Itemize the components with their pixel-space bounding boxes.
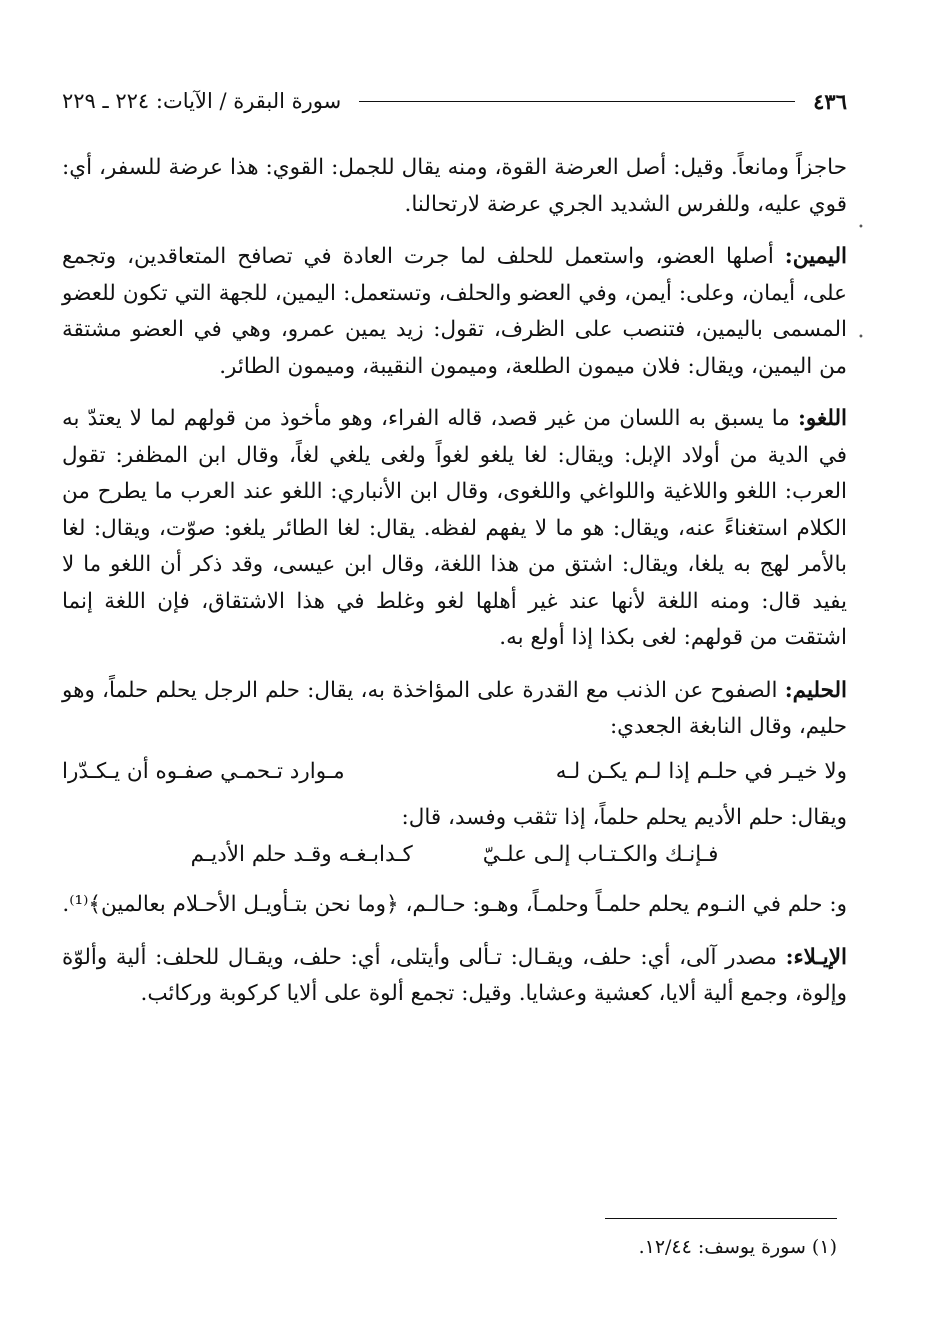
footnote-divider	[605, 1218, 837, 1219]
paragraph-intro	[62, 150, 847, 223]
page-number: ٤٣٦	[813, 88, 847, 114]
term-yamin: اليمين:	[784, 244, 847, 269]
paragraph-text: أصلها العضو، واستعمل للحلف لما جرت العادة في تصافح المتعاقدين، وتجمع على، أيمان، وعلى: أيمن، وفي العضو والحلف، وتستعمل: اليمين، للجهة التي تكون للعضو المسمى باليمين، فتنصب على الظرف، تقول: زيد يمين عمرو، وهي في العضو مشتقة من اليمين، ويقال: فلان ميمون الطلعة، وميمون النقيبة، وميمون الطائر.	[62, 244, 847, 379]
header-title: سورة البقرة / الآيات: ٢٢٤ ـ ٢٢٩	[62, 89, 342, 113]
paragraph-text: الصفوح عن الذنب مع القدرة على المؤاخذة به، يقال: حلم الرجل يحلم حلماً، وهو حليم، وقال النابغة الجعدي:	[62, 677, 847, 739]
running-header	[62, 84, 847, 118]
verse-hemistich-left: كـدابـغـه وقـد حلم الأديـم	[190, 841, 413, 867]
margin-speck: •	[858, 332, 864, 343]
paragraph-text: مصدر آلى، أي: حلف، ويقـال: تـألى وأيتلى، أي: حلف، ويقـال للحلف: ألية وألوّة وإلوة، وجمع ألية ألايا، كعشية وعشايا. وقيل: تجمع ألوة على ألايا كركوبة وركائب.	[62, 944, 847, 1006]
verse-hemistich-left: مـوارد تـحمـي صفـوه أن يـكـدّرا	[62, 758, 345, 784]
line-between-verses: ويقال: حلم الأديم يحلم حلماً، إذا تثقب وفسد، قال:	[401, 805, 847, 830]
margin-speck: •	[858, 222, 864, 233]
term-halim: الحليم:	[784, 677, 847, 703]
header-rule	[359, 101, 795, 102]
paragraph-ila	[62, 940, 847, 1013]
paragraph-yamin	[62, 239, 847, 385]
paragraph-text: ما يسبق به اللسان من غير قصد، قاله الفراء، وهو مأخوذ من قولهم لما لا يعتدّ به في الدية من أولاد الإبل: ويقال: لغا يلغو لغواً ولغى يلغي لغاً، وقال ابن المظفر: تقول العرب: اللغو واللاغية واللواغي واللغوى، وقال ابن الأنباري: اللغو عند العرب ما يطرح من الكلام استغناءً عنه، ويقال: هو ما لا يفهم لفظه. يقال: لغا الطائر يلغو: صوّت، ويقال: لغا بالأمر لهج به يلغا، ويقال: اشتق من هذا اللغة، وقال ابن عيسى، وقد ذكر أن اللغو ما لا يفيد قال: ومنه اللغة لأنها عند غير أهلها لغو وغلط في هذا الاشتقاق، فإن اللغة إنما اشتقت من قولهم: لغى بكذا إذا أولع به.	[62, 406, 847, 650]
paragraph-after-verse: و: حلم في النـوم يحلم حلمـاً وحلمـاً، وهـو: حـالـم، ﴿وما نحن بتـأويـل الأحـلام بعالمين﴾⁽¹⁾.	[62, 892, 847, 917]
poetry-verse-1	[62, 754, 847, 791]
verse-hemistich-right: فـإنـك والكـتـاب إلـى علـيّ	[482, 841, 719, 867]
term-ila: الإيـلاء:	[785, 944, 847, 970]
main-text	[62, 150, 847, 1029]
paragraph-laghw	[62, 401, 847, 657]
footnote: (١) سورة يوسف: ١٢/٤٤.	[638, 1236, 837, 1258]
term-laghw: اللغو:	[797, 406, 847, 431]
poetry-verse-2	[62, 837, 847, 874]
verse-hemistich-right: ولا خيـر في حلـم إذا لـم يكـن لـه	[555, 758, 847, 784]
paragraph-text: حاجزاً ومانعاً. وقيل: أصل العرضة القوة، ومنه يقال للجمل: القوي: هذا عرضة للسفر، أي: قوي عليه، وللفرس الشديد الجري عرضة لارتحالنا.	[62, 155, 847, 217]
paragraph-halim	[62, 673, 847, 746]
